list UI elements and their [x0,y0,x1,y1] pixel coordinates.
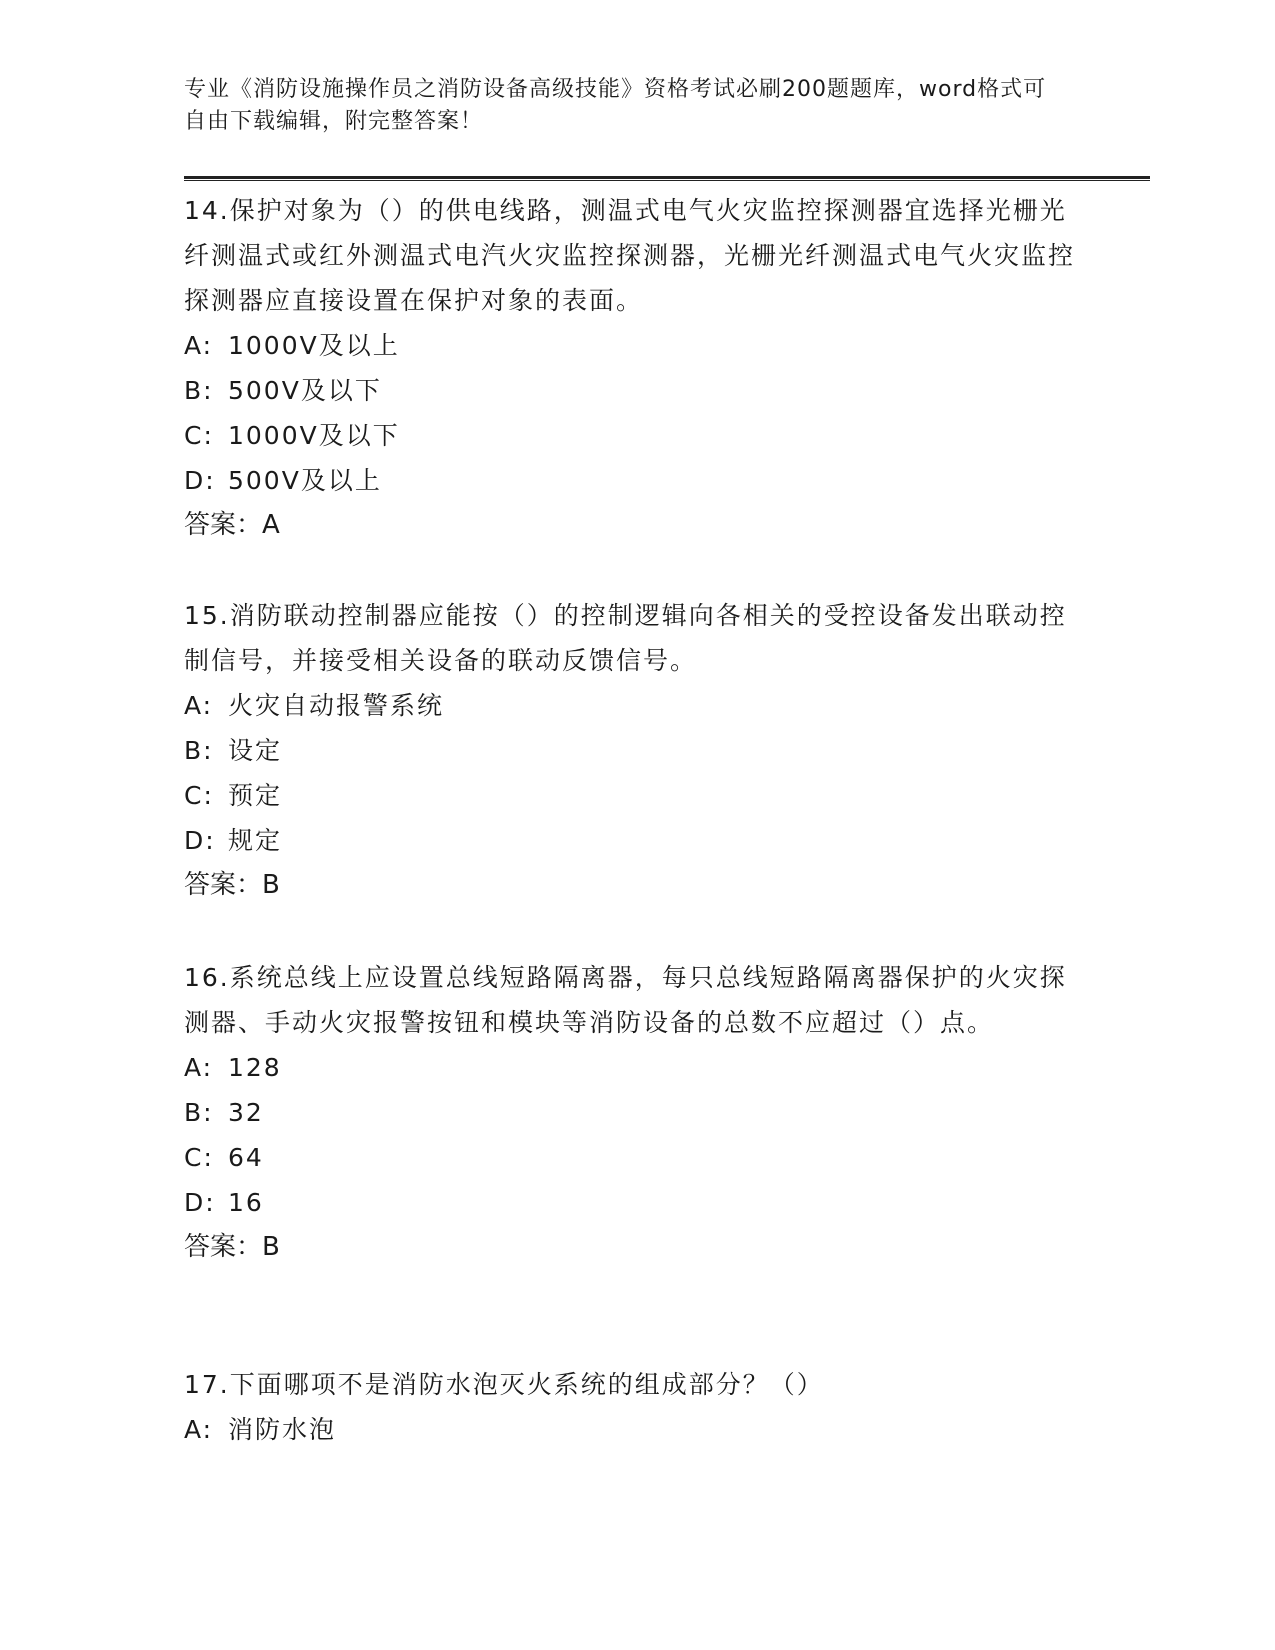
option-c [184,1135,1084,1180]
option-text: 128 [228,1053,282,1082]
option-d [184,458,1084,503]
header-text: 专业《消防设施操作员之消防设备高级技能》资格考试必刷200题题库，word格式可自由下载编辑，附完整答案！ [184,77,1047,134]
option-letter: C: [184,421,214,450]
option-text: 预定 [228,781,283,810]
question-17 [184,1362,1084,1452]
option-letter: A: [184,691,214,720]
option-letter: C: [184,781,214,810]
option-letter: C: [184,1143,214,1172]
question-stem: 17.下面哪项不是消防水泡灭火系统的组成部分？（） [184,1370,824,1399]
question-stem: 15.消防联动控制器应能按（）的控制逻辑向各相关的受控设备发出联动控制信号，并接受相关设备的联动反馈信号。 [184,601,1067,675]
option-a [184,1407,1084,1452]
question-15 [184,593,1084,908]
option-d [184,1180,1084,1225]
option-letter: A: [184,1415,214,1444]
option-b [184,1090,1084,1135]
answer: 答案：B [184,1232,280,1262]
option-text: 设定 [228,736,283,765]
option-text: 500V及以上 [228,466,382,495]
answer: 答案：B [184,870,280,900]
option-b [184,368,1084,413]
option-text: 16 [228,1188,264,1217]
option-c [184,773,1084,818]
option-c [184,413,1084,458]
option-text: 500V及以下 [228,376,382,405]
question-16 [184,955,1084,1270]
option-a [184,323,1084,368]
option-letter: A: [184,1053,214,1082]
option-text: 1000V及以下 [228,421,400,450]
option-letter: B: [184,376,214,405]
option-letter: D: [184,1188,216,1217]
option-a [184,683,1084,728]
option-letter: B: [184,1098,214,1127]
option-a [184,1045,1084,1090]
option-b [184,728,1084,773]
option-letter: B: [184,736,214,765]
option-text: 32 [228,1098,264,1127]
option-text: 规定 [228,826,283,855]
header-divider [184,176,1150,181]
question-stem: 16.系统总线上应设置总线短路隔离器，每只总线短路隔离器保护的火灾探测器、手动火灾报警按钮和模块等消防设备的总数不应超过（）点。 [184,963,1067,1037]
question-14 [184,188,1084,548]
option-letter: A: [184,331,214,360]
option-text: 1000V及以上 [228,331,400,360]
option-text: 64 [228,1143,264,1172]
document-header [184,74,1064,138]
option-text: 火灾自动报警系统 [228,691,445,720]
option-letter: D: [184,826,216,855]
answer: 答案：A [184,510,280,540]
option-d [184,818,1084,863]
option-letter: D: [184,466,216,495]
option-text: 消防水泡 [228,1415,337,1444]
question-stem: 14.保护对象为（）的供电线路，测温式电气火灾监控探测器宜选择光栅光纤测温式或红外测温式电汽火灾监控探测器，光栅光纤测温式电气火灾监控探测器应直接设置在保护对象的表面。 [184,196,1076,315]
